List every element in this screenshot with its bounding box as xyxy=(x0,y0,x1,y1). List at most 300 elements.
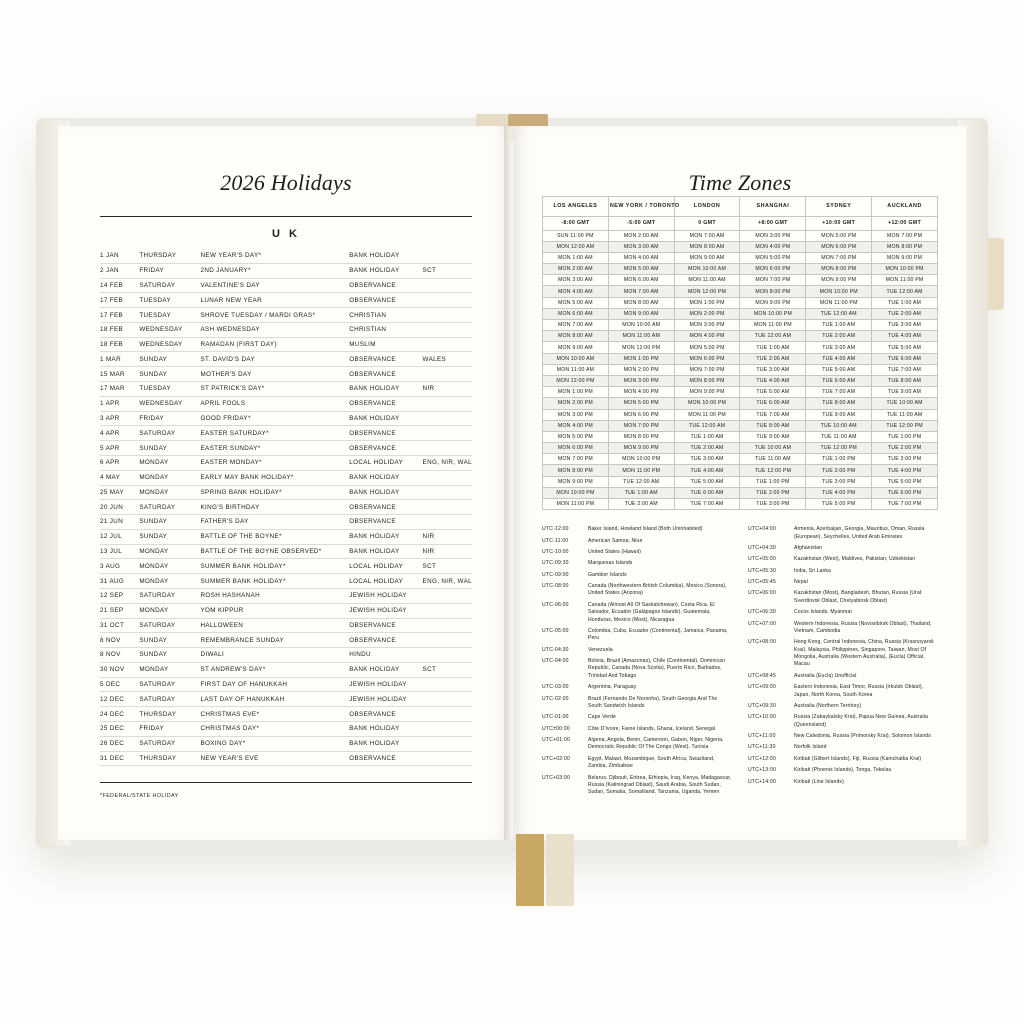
list-item xyxy=(748,767,938,778)
holiday-cell: ENG, NIR, WAL xyxy=(423,574,472,589)
timezone-time-cell: MON 11:00 PM xyxy=(674,409,740,420)
utc-offset-label: UTC+14:00 xyxy=(748,778,776,785)
timezone-time-cell: MON 7:00 PM xyxy=(872,230,938,241)
holiday-cell: MONDAY xyxy=(139,544,200,559)
holiday-cell: 12 SEP xyxy=(100,588,139,603)
timezone-offset-row xyxy=(543,216,938,230)
utc-offset-places: Canada (Northwestern British Columbia), Mexico (Sonora), United States (Arizona) xyxy=(588,583,727,597)
timezone-time-cell: TUE 6:00 AM xyxy=(872,353,938,364)
utc-offset-places: Bolivia, Brazil (Amazonas), Chile (Continental), Dominican Republic, Canada (Nova Scotia), Puerto Rico, Barbados, Trinidad And Tobago xyxy=(588,658,726,679)
holiday-cell xyxy=(423,736,472,751)
table-row xyxy=(100,648,472,663)
holiday-cell: 18 FEB xyxy=(100,337,139,352)
list-item xyxy=(542,628,732,647)
timezone-time-cell: TUE 1:00 AM xyxy=(674,431,740,442)
timezone-time-cell: TUE 9:00 AM xyxy=(740,431,806,442)
holiday-cell xyxy=(423,618,472,633)
timezone-time-cell: MON 8:00 PM xyxy=(806,264,872,275)
holiday-cell: 20 JUN xyxy=(100,500,139,515)
timezone-time-cell: TUE 1:00 AM xyxy=(806,320,872,331)
table-row xyxy=(100,736,472,751)
table-row xyxy=(543,252,938,263)
timezone-city-header: AUCKLAND xyxy=(872,197,938,217)
list-item xyxy=(748,684,938,703)
timezone-time-cell: TUE 7:00 AM xyxy=(806,387,872,398)
holiday-cell: 25 DEC xyxy=(100,722,139,737)
holiday-cell: 8 NOV xyxy=(100,648,139,663)
holiday-cell: OBSERVANCE xyxy=(349,293,422,308)
utc-offset-label: UTC-04:30 xyxy=(542,646,569,653)
holiday-cell: FRIDAY xyxy=(139,411,200,426)
holiday-cell: EASTER SATURDAY* xyxy=(201,426,350,441)
timezone-time-cell: MON 6:00 PM xyxy=(608,409,674,420)
holiday-cell: 31 OCT xyxy=(100,618,139,633)
table-row xyxy=(543,275,938,286)
holiday-cell: VALENTINE'S DAY xyxy=(201,278,350,293)
holiday-cell: FIRST DAY OF HANUKKAH xyxy=(201,677,350,692)
timezone-time-cell: MON 12:00 PM xyxy=(674,286,740,297)
timezone-time-cell: TUE 7:00 AM xyxy=(740,409,806,420)
utc-offset-places: Algeria, Angola, Benin, Cameroon, Gabon, Niger, Nigeria, Democratic Republic Of The Congo (West), Tunisia xyxy=(588,737,724,751)
utc-offset-label: UTC+04:30 xyxy=(748,544,776,551)
table-row xyxy=(543,241,938,252)
list-item xyxy=(748,526,938,545)
holiday-cell: HINDU xyxy=(349,648,422,663)
utc-offset-places: Kiribati (Gilbert Islands), Fiji, Russia (Kamchatka Krai) xyxy=(794,755,922,762)
table-row xyxy=(100,485,472,500)
list-item xyxy=(748,714,938,733)
timezone-city-header: LONDON xyxy=(674,197,740,217)
holiday-cell: ROSH HASHANAH xyxy=(201,588,350,603)
holiday-cell xyxy=(423,751,472,766)
timezone-time-cell: MON 7:00 PM xyxy=(674,364,740,375)
holiday-cell: 25 MAY xyxy=(100,485,139,500)
holiday-cell: 21 SEP xyxy=(100,603,139,618)
holiday-cell: 18 FEB xyxy=(100,322,139,337)
list-item xyxy=(542,756,732,775)
holiday-cell: BANK HOLIDAY xyxy=(349,736,422,751)
timezone-time-cell: MON 3:00 AM xyxy=(543,275,609,286)
utc-offset-places: Canada (Almost All Of Saskatchewan), Costa Rica, El Salvador, Ecuador (Galápagos Islands), Guatemala, Honduras, Mexico (Most), Nicaragua xyxy=(588,601,715,623)
table-row xyxy=(543,286,938,297)
utc-offset-places: Kiribati (Phoenix Islands), Tonga, Tokelau xyxy=(794,767,892,774)
timezone-time-cell: MON 9:00 PM xyxy=(608,443,674,454)
timezone-time-cell: MON 4:00 AM xyxy=(543,286,609,297)
holiday-cell: 3 APR xyxy=(100,411,139,426)
utc-offset-places: Côte D'Ivoire, Faroe Islands, Ghana, Iceland, Senegal xyxy=(588,725,716,732)
timezone-time-cell: MON 4:00 PM xyxy=(674,331,740,342)
utc-offset-label: UTC-05:00 xyxy=(542,627,569,634)
timezone-time-cell: MON 1:00 PM xyxy=(608,353,674,364)
utc-offset-places: American Samoa, Niue xyxy=(588,537,643,544)
holiday-cell: SUNDAY xyxy=(139,648,200,663)
timezone-table-body xyxy=(543,230,938,510)
holidays-table xyxy=(100,249,472,766)
holiday-cell: FRIDAY xyxy=(139,722,200,737)
holiday-cell: OBSERVANCE xyxy=(349,515,422,530)
holiday-cell: SCT xyxy=(423,662,472,677)
timezone-time-cell: MON 6:00 PM xyxy=(543,443,609,454)
timezone-time-cell: TUE 10:00 AM xyxy=(740,443,806,454)
timezone-time-cell: MON 7:00 AM xyxy=(674,230,740,241)
holiday-cell: CHRISTMAS EVE* xyxy=(201,707,350,722)
holiday-cell: OBSERVANCE xyxy=(349,367,422,382)
holiday-cell: OBSERVANCE xyxy=(349,633,422,648)
utc-offset-label: UTC-08:00 xyxy=(542,583,569,590)
holiday-cell xyxy=(423,588,472,603)
holiday-cell: NIR xyxy=(423,544,472,559)
utc-offset-label: UTC+05:45 xyxy=(748,579,776,586)
timezone-time-cell: MON 10:00 PM xyxy=(740,308,806,319)
holiday-cell: 31 AUG xyxy=(100,574,139,589)
table-row xyxy=(100,249,472,263)
timezone-offset-cell: +8:00 GMT xyxy=(740,216,806,230)
timezone-time-cell: MON 7:00 PM xyxy=(740,275,806,286)
bottom-ribbon-cream xyxy=(546,834,574,906)
timezone-time-cell: MON 8:00 AM xyxy=(543,331,609,342)
timezone-time-cell: MON 11:00 AM xyxy=(543,364,609,375)
table-row xyxy=(543,375,938,386)
timezone-time-cell: TUE 1:00 AM xyxy=(608,487,674,498)
table-row xyxy=(543,476,938,487)
utc-offset-places: Kiribati (Line Islands) xyxy=(794,778,844,785)
timezone-time-cell: TUE 3:00 AM xyxy=(872,320,938,331)
holiday-cell xyxy=(423,648,472,663)
timezone-time-cell: TUE 4:00 AM xyxy=(806,353,872,364)
timezone-time-cell: MON 7:00 AM xyxy=(543,320,609,331)
table-row xyxy=(543,398,938,409)
timezone-time-cell: TUE 3:00 PM xyxy=(872,454,938,465)
utc-offset-label: UTC+05:00 xyxy=(748,556,776,563)
table-row xyxy=(100,707,472,722)
utc-offset-label: UTC-02:00 xyxy=(542,695,569,702)
timezone-time-cell: TUE 12:00 AM xyxy=(806,308,872,319)
list-item xyxy=(542,538,732,549)
holiday-cell: THURSDAY xyxy=(139,707,200,722)
holiday-cell: BANK HOLIDAY xyxy=(349,544,422,559)
timezone-time-cell: MON 9:00 PM xyxy=(740,297,806,308)
timezone-time-cell: TUE 5:00 AM xyxy=(740,387,806,398)
holiday-cell: SATURDAY xyxy=(139,278,200,293)
timezone-time-cell: TUE 1:00 AM xyxy=(872,297,938,308)
table-row xyxy=(100,603,472,618)
holiday-cell xyxy=(423,677,472,692)
holiday-cell: LOCAL HOLIDAY xyxy=(349,455,422,470)
utc-table-left xyxy=(542,526,732,801)
table-row xyxy=(100,337,472,352)
holiday-cell: FATHER'S DAY xyxy=(201,515,350,530)
timezone-city-header: NEW YORK / TORONTO xyxy=(608,197,674,217)
holiday-cell: SATURDAY xyxy=(139,426,200,441)
timezone-time-cell: MON 10:00 PM xyxy=(674,398,740,409)
page-title-holidays: 2026 Holidays xyxy=(220,170,352,195)
timezone-time-cell: MON 10:00 AM xyxy=(543,353,609,364)
holiday-cell xyxy=(423,396,472,411)
table-row xyxy=(100,692,472,707)
table-row xyxy=(543,364,938,375)
holiday-cell xyxy=(423,500,472,515)
holiday-cell: RAMADAN (FIRST DAY) xyxy=(201,337,350,352)
holiday-cell: 12 JUL xyxy=(100,529,139,544)
holiday-cell: TUESDAY xyxy=(139,382,200,397)
timezone-time-cell: TUE 3:00 AM xyxy=(740,364,806,375)
timezone-time-cell: TUE 10:00 AM xyxy=(872,398,938,409)
open-planner-book xyxy=(36,118,988,848)
table-row xyxy=(543,465,938,476)
timezone-time-cell: TUE 9:00 AM xyxy=(806,409,872,420)
holiday-cell xyxy=(423,707,472,722)
timezone-time-cell: MON 4:00 PM xyxy=(543,420,609,431)
left-page xyxy=(58,126,510,840)
timezone-time-cell: MON 9:00 AM xyxy=(674,252,740,263)
holiday-cell: NIR xyxy=(423,382,472,397)
timezone-time-cell: TUE 12:00 AM xyxy=(608,476,674,487)
list-item xyxy=(748,639,938,673)
holiday-cell: 13 JUL xyxy=(100,544,139,559)
list-item xyxy=(748,568,938,579)
utc-offset-label: UTC-12:00 xyxy=(542,526,569,533)
timezone-offset-cell: +12:00 GMT xyxy=(872,216,938,230)
holiday-cell: OBSERVANCE xyxy=(349,751,422,766)
table-row xyxy=(100,662,472,677)
holiday-cell: FRIDAY xyxy=(139,263,200,278)
table-row xyxy=(100,500,472,515)
holiday-cell: JEWISH HOLIDAY xyxy=(349,603,422,618)
holiday-cell: LOCAL HOLIDAY xyxy=(349,574,422,589)
list-item xyxy=(748,590,938,609)
timezone-time-cell: TUE 5:00 PM xyxy=(872,476,938,487)
timezone-offset-cell: 0 GMT xyxy=(674,216,740,230)
timezone-time-cell: MON 9:00 PM xyxy=(674,387,740,398)
holiday-cell: OBSERVANCE xyxy=(349,352,422,367)
utc-offset-label: UTC-03:00 xyxy=(542,684,569,691)
list-item xyxy=(748,756,938,767)
timezone-time-cell: MON 5:00 PM xyxy=(806,230,872,241)
utc-offset-places: Brazil (Fernando De Noronha), South Georgia And The South Sandwich Islands xyxy=(588,695,718,709)
holiday-cell xyxy=(423,308,472,323)
table-row xyxy=(100,455,472,470)
timezone-time-cell: TUE 1:00 PM xyxy=(806,454,872,465)
timezone-time-cell: MON 10:00 PM xyxy=(608,454,674,465)
timezone-time-cell: MON 3:00 PM xyxy=(543,409,609,420)
list-item xyxy=(542,726,732,737)
holiday-cell: OBSERVANCE xyxy=(349,707,422,722)
holiday-cell: OBSERVANCE xyxy=(349,441,422,456)
timezone-time-cell: MON 11:00 PM xyxy=(543,499,609,510)
timezone-time-cell: MON 8:00 PM xyxy=(872,241,938,252)
timezone-table-head xyxy=(543,197,938,231)
table-row xyxy=(543,342,938,353)
bottom-ribbon-gold xyxy=(516,834,544,906)
table-row xyxy=(100,722,472,737)
timezone-time-cell: MON 11:00 AM xyxy=(674,275,740,286)
holiday-cell: LOCAL HOLIDAY xyxy=(349,559,422,574)
holiday-cell: OBSERVANCE xyxy=(349,278,422,293)
list-item xyxy=(748,556,938,567)
timezone-time-cell: MON 7:00 AM xyxy=(608,286,674,297)
timezone-time-cell: MON 5:00 PM xyxy=(543,431,609,442)
timezone-time-cell: MON 2:00 AM xyxy=(608,230,674,241)
holiday-cell: TUESDAY xyxy=(139,293,200,308)
timezone-time-cell: MON 7:00 PM xyxy=(608,420,674,431)
timezone-time-cell: TUE 3:00 PM xyxy=(806,476,872,487)
holiday-cell: BOXING DAY* xyxy=(201,736,350,751)
utc-offset-places: Gambier Islands xyxy=(588,571,627,578)
timezone-time-cell: MON 10:00 AM xyxy=(674,264,740,275)
utc-offset-list-left xyxy=(542,526,732,801)
timezone-time-cell: TUE 3:00 PM xyxy=(740,499,806,510)
timezone-city-header: SYDNEY xyxy=(806,197,872,217)
holiday-cell: 3 AUG xyxy=(100,559,139,574)
table-row xyxy=(543,409,938,420)
holiday-cell: MONDAY xyxy=(139,470,200,485)
holiday-cell: MONDAY xyxy=(139,455,200,470)
utc-offset-places: Western Indonesia, Russia (Novosibirsk Oblast), Thailand, Vietnam, Cambodia xyxy=(794,620,932,634)
holiday-cell xyxy=(423,426,472,441)
list-item xyxy=(748,703,938,714)
table-row xyxy=(100,426,472,441)
holiday-cell: 31 DEC xyxy=(100,751,139,766)
holiday-cell: REMEMBRANCE SUNDAY xyxy=(201,633,350,648)
timezone-time-cell: MON 5:00 AM xyxy=(608,264,674,275)
holidays-table-body xyxy=(100,249,472,766)
holiday-cell xyxy=(423,441,472,456)
timezone-time-cell: MON 11:00 AM xyxy=(608,331,674,342)
utc-offset-places: Baker Island, Howland Island (Both Uninhabited) xyxy=(588,526,703,533)
table-row xyxy=(100,396,472,411)
timezone-time-cell: MON 6:00 PM xyxy=(740,264,806,275)
utc-offset-places: Hong Kong, Central Indonesia, China, Russia (Krasnoyarsk Krai), Malaysia, Philippines, Singapore, Taiwan, Most Of Mongolia, Australia (Western Australia), (Eucla) Official, Macau xyxy=(794,639,934,668)
utc-offset-label: UTC±00:00 xyxy=(542,725,570,732)
timezone-time-cell: MON 4:00 AM xyxy=(608,252,674,263)
timezone-time-cell: MON 1:00 PM xyxy=(674,297,740,308)
timezone-time-cell: TUE 2:00 AM xyxy=(806,331,872,342)
holiday-cell: KING'S BIRTHDAY xyxy=(201,500,350,515)
holiday-cell: 2 JAN xyxy=(100,263,139,278)
timezone-offset-cell: +10:00 GMT xyxy=(806,216,872,230)
holiday-cell: ASH WEDNESDAY xyxy=(201,322,350,337)
holiday-cell: GOOD FRIDAY* xyxy=(201,411,350,426)
holiday-cell: BANK HOLIDAY xyxy=(349,662,422,677)
table-row xyxy=(543,297,938,308)
holidays-footnote: *FEDERAL/STATE HOLIDAY xyxy=(100,793,179,800)
holiday-cell: SCT xyxy=(423,559,472,574)
timezone-table xyxy=(542,196,938,510)
timezone-time-cell: TUE 4:00 AM xyxy=(674,465,740,476)
table-row xyxy=(100,529,472,544)
list-item xyxy=(748,779,938,790)
holiday-cell xyxy=(423,337,472,352)
list-item xyxy=(542,560,732,571)
timezone-time-cell: TUE 11:00 AM xyxy=(872,409,938,420)
holiday-cell: BANK HOLIDAY xyxy=(349,249,422,263)
table-row xyxy=(100,308,472,323)
timezone-city-header: SHANGHAI xyxy=(740,197,806,217)
holiday-cell: OBSERVANCE xyxy=(349,396,422,411)
utc-offset-places: Eastern Indonesia, East Timor, Russia (Irkutsk Oblast), Japan, North Korea, South Korea xyxy=(794,684,924,698)
holiday-cell: NEW YEAR'S DAY* xyxy=(201,249,350,263)
timezone-time-cell: TUE 12:00 AM xyxy=(674,420,740,431)
holiday-cell: 17 FEB xyxy=(100,308,139,323)
timezone-time-cell: MON 5:00 AM xyxy=(543,297,609,308)
list-item xyxy=(542,714,732,725)
holiday-cell: SATURDAY xyxy=(139,677,200,692)
table-row xyxy=(100,588,472,603)
holiday-cell: CHRISTMAS DAY* xyxy=(201,722,350,737)
timezone-time-cell: TUE 5:00 PM xyxy=(806,499,872,510)
holiday-cell xyxy=(423,367,472,382)
holiday-cell: THURSDAY xyxy=(139,249,200,263)
table-row xyxy=(100,470,472,485)
table-row xyxy=(543,320,938,331)
holiday-cell: ST ANDREW'S DAY* xyxy=(201,662,350,677)
table-row xyxy=(543,431,938,442)
holiday-cell: SCT xyxy=(423,263,472,278)
timezone-time-cell: TUE 12:00 AM xyxy=(740,331,806,342)
timezone-time-cell: TUE 1:00 PM xyxy=(872,431,938,442)
holiday-cell: MONDAY xyxy=(139,485,200,500)
timezone-time-cell: MON 2:00 AM xyxy=(543,264,609,275)
table-row xyxy=(100,411,472,426)
list-item xyxy=(542,737,732,756)
table-row xyxy=(100,382,472,397)
holiday-cell: 15 MAR xyxy=(100,367,139,382)
utc-offset-label: UTC+12:00 xyxy=(748,755,776,762)
list-item xyxy=(542,572,732,583)
holiday-cell: MONDAY xyxy=(139,603,200,618)
list-item xyxy=(542,658,732,684)
holiday-cell: JEWISH HOLIDAY xyxy=(349,692,422,707)
list-item xyxy=(748,621,938,640)
table-row xyxy=(100,677,472,692)
timezone-city-row xyxy=(543,197,938,217)
table-row xyxy=(100,293,472,308)
timezone-time-cell: MON 11:00 PM xyxy=(608,465,674,476)
holiday-cell xyxy=(423,411,472,426)
utc-offset-label: UTC+10:00 xyxy=(748,714,776,721)
utc-offset-places: Australia (Eucla) Unofficial xyxy=(794,672,857,679)
timezone-time-cell: MON 5:00 PM xyxy=(674,342,740,353)
holiday-cell: LUNAR NEW YEAR xyxy=(201,293,350,308)
timezone-time-cell: TUE 8:00 AM xyxy=(806,398,872,409)
holiday-cell: SATURDAY xyxy=(139,692,200,707)
holiday-cell: MONDAY xyxy=(139,574,200,589)
timezone-time-cell: MON 4:00 PM xyxy=(608,387,674,398)
utc-offset-label: UTC+06:30 xyxy=(748,609,776,616)
timezone-time-cell: TUE 1:00 AM xyxy=(740,342,806,353)
timezone-time-cell: MON 6:00 AM xyxy=(543,308,609,319)
timezone-time-cell: TUE 3:00 AM xyxy=(806,342,872,353)
timezone-time-cell: MON 5:00 PM xyxy=(608,398,674,409)
timezone-time-cell: MON 8:00 AM xyxy=(674,241,740,252)
timezone-time-cell: TUE 4:00 AM xyxy=(740,375,806,386)
utc-offset-places: United States (Hawaii) xyxy=(588,548,641,555)
holiday-cell: WEDNESDAY xyxy=(139,322,200,337)
holiday-cell xyxy=(423,633,472,648)
timezone-time-cell: TUE 6:00 AM xyxy=(806,375,872,386)
holiday-cell: SUNDAY xyxy=(139,633,200,648)
timezone-time-cell: MON 7:00 PM xyxy=(543,454,609,465)
table-row xyxy=(100,633,472,648)
table-row xyxy=(100,544,472,559)
timezone-time-cell: TUE 2:00 AM xyxy=(608,499,674,510)
holiday-cell: SUNDAY xyxy=(139,441,200,456)
holiday-cell: OBSERVANCE xyxy=(349,618,422,633)
timezone-time-cell: MON 6:00 PM xyxy=(806,241,872,252)
utc-offset-label: UTC-01:00 xyxy=(542,714,569,721)
holiday-cell: LAST DAY OF HANUKKAH xyxy=(201,692,350,707)
holiday-cell: THURSDAY xyxy=(139,751,200,766)
